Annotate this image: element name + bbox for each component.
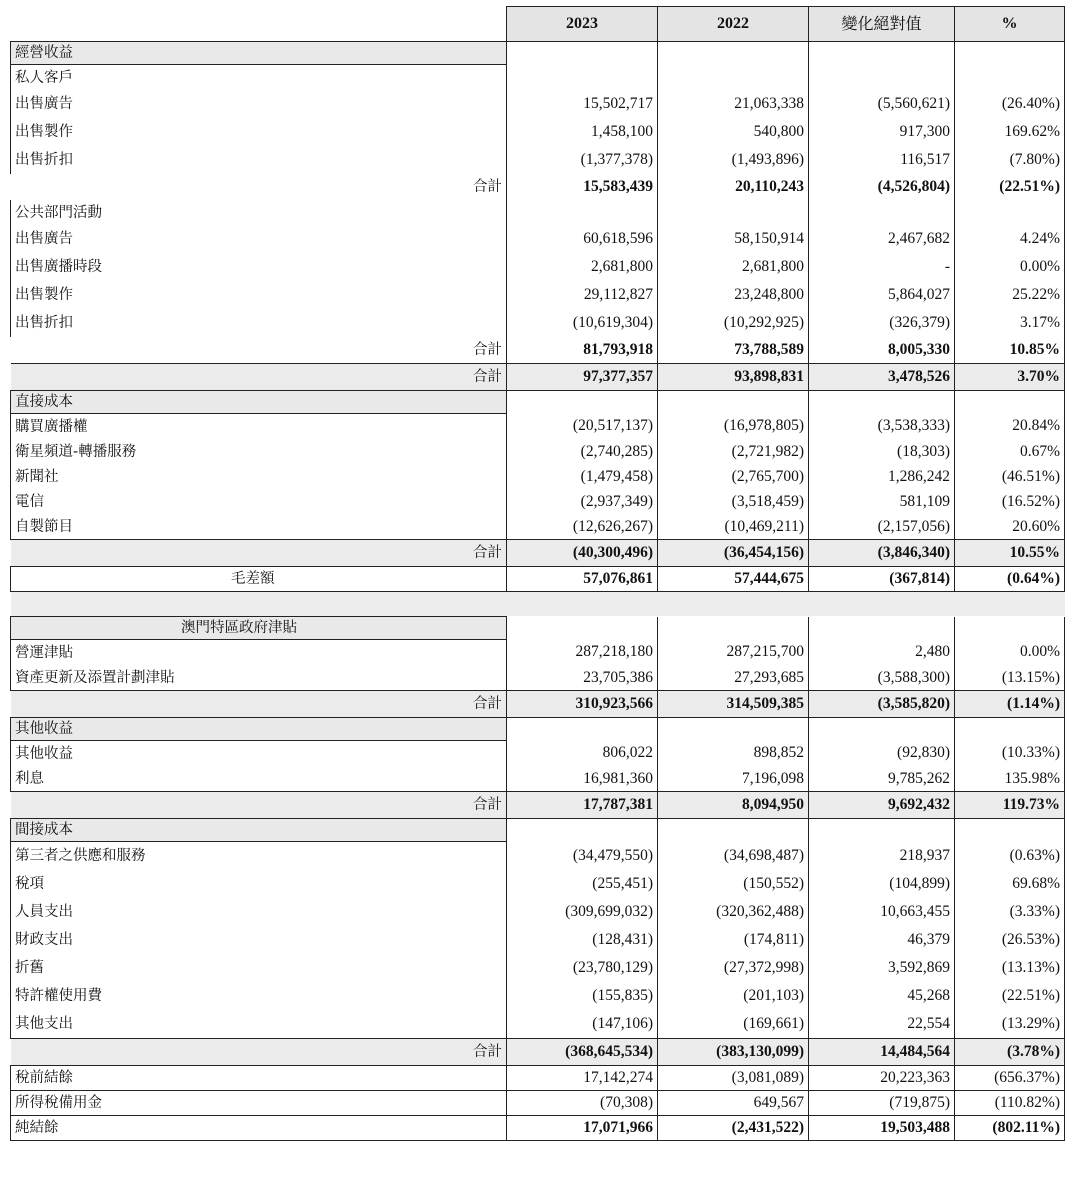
subtotal-label: 合計 — [11, 1039, 507, 1066]
value-percent: (26.53%) — [955, 926, 1065, 954]
value-percent: 0.00% — [955, 253, 1065, 281]
value-2023: (20,517,137) — [507, 414, 658, 440]
group-label: 私人客戶 — [11, 65, 507, 91]
table-row — [11, 954, 1065, 982]
row-label: 出售折扣 — [11, 146, 507, 174]
value-change: 116,517 — [809, 146, 955, 174]
value-change: 9,692,432 — [809, 792, 955, 819]
value-change: 46,379 — [809, 926, 955, 954]
value-percent: 0.00% — [955, 640, 1065, 666]
subtotal-label: 合計 — [11, 792, 507, 819]
value-2022: 2,681,800 — [658, 253, 809, 281]
row-label: 第三者之供應和服務 — [11, 842, 507, 871]
value-2022: (3,081,089) — [658, 1066, 809, 1091]
value-2023: (10,619,304) — [507, 309, 658, 337]
table-row — [11, 90, 1065, 118]
value-percent: (13.15%) — [955, 665, 1065, 691]
value-percent: 20.60% — [955, 514, 1065, 540]
subtotal-row-private — [11, 174, 1065, 200]
table-row — [11, 898, 1065, 926]
value-2023: 2,681,800 — [507, 253, 658, 281]
table-row — [11, 309, 1065, 337]
row-label: 人員支出 — [11, 898, 507, 926]
row-label: 出售製作 — [11, 118, 507, 146]
row-label: 出售廣告 — [11, 90, 507, 118]
table-row — [11, 253, 1065, 281]
value-change: 3,478,526 — [809, 364, 955, 391]
value-change: (5,560,621) — [809, 90, 955, 118]
value-change: 10,663,455 — [809, 898, 955, 926]
result-row-net — [11, 1116, 1065, 1141]
value-2022: 540,800 — [658, 118, 809, 146]
gross-margin-row — [11, 567, 1065, 592]
row-label: 出售製作 — [11, 281, 507, 309]
value-2022: 23,248,800 — [658, 281, 809, 309]
value-2022: (16,978,805) — [658, 414, 809, 440]
value-2022: (36,454,156) — [658, 540, 809, 567]
header-percent: % — [955, 7, 1065, 42]
value-2022: (34,698,487) — [658, 842, 809, 871]
result-row-tax-provision — [11, 1091, 1065, 1116]
value-percent: (1.14%) — [955, 691, 1065, 718]
row-label: 資產更新及添置計劃津貼 — [11, 665, 507, 691]
value-2023: (12,626,267) — [507, 514, 658, 540]
value-2023: 16,981,360 — [507, 766, 658, 792]
row-label: 自製節目 — [11, 514, 507, 540]
subtotal-row-subsidy — [11, 691, 1065, 718]
value-2022: (169,661) — [658, 1010, 809, 1039]
row-label: 稅項 — [11, 870, 507, 898]
value-change: (2,157,056) — [809, 514, 955, 540]
value-2023: 287,218,180 — [507, 640, 658, 666]
value-2023: 15,583,439 — [507, 174, 658, 200]
value-2022: (383,130,099) — [658, 1039, 809, 1066]
value-percent: 20.84% — [955, 414, 1065, 440]
row-label: 其他支出 — [11, 1010, 507, 1039]
value-change: (3,588,300) — [809, 665, 955, 691]
row-label: 新聞社 — [11, 464, 507, 489]
value-change: (719,875) — [809, 1091, 955, 1116]
value-2022: 58,150,914 — [658, 225, 809, 253]
row-label: 其他收益 — [11, 741, 507, 767]
value-2023: 29,112,827 — [507, 281, 658, 309]
section-operating-income — [11, 42, 1065, 65]
value-percent: (26.40%) — [955, 90, 1065, 118]
value-change: (3,846,340) — [809, 540, 955, 567]
header-2023: 2023 — [507, 7, 658, 42]
value-2022: 27,293,685 — [658, 665, 809, 691]
table-row — [11, 439, 1065, 464]
subtotal-label: 合計 — [11, 364, 507, 391]
row-label: 營運津貼 — [11, 640, 507, 666]
table-row — [11, 741, 1065, 767]
value-percent: 119.73% — [955, 792, 1065, 819]
table-row — [11, 225, 1065, 253]
value-percent: (802.11%) — [955, 1116, 1065, 1141]
section-government-subsidy — [11, 617, 1065, 640]
value-percent: (0.64%) — [955, 567, 1065, 592]
value-change: (3,585,820) — [809, 691, 955, 718]
row-label: 稅前結餘 — [11, 1066, 507, 1091]
value-2023: 17,787,381 — [507, 792, 658, 819]
subtotal-row-indirect — [11, 1039, 1065, 1066]
value-2023: (70,308) — [507, 1091, 658, 1116]
value-2022: (150,552) — [658, 870, 809, 898]
value-2023: (2,937,349) — [507, 489, 658, 514]
value-change: 1,286,242 — [809, 464, 955, 489]
value-percent: (656.37%) — [955, 1066, 1065, 1091]
row-label: 特許權使用費 — [11, 982, 507, 1010]
subtotal-label: 合計 — [11, 691, 507, 718]
section-title: 其他收益 — [11, 718, 507, 741]
value-percent: 3.70% — [955, 364, 1065, 391]
header-change: 變化絕對值 — [809, 7, 955, 42]
value-2023: (368,645,534) — [507, 1039, 658, 1066]
value-2023: (255,451) — [507, 870, 658, 898]
section-direct-cost — [11, 391, 1065, 414]
value-change: (367,814) — [809, 567, 955, 592]
value-percent: (3.78%) — [955, 1039, 1065, 1066]
value-2022: (201,103) — [658, 982, 809, 1010]
table-row — [11, 414, 1065, 440]
value-2023: (155,835) — [507, 982, 658, 1010]
value-2022: (320,362,488) — [658, 898, 809, 926]
value-change: 3,592,869 — [809, 954, 955, 982]
value-percent: (22.51%) — [955, 982, 1065, 1010]
value-change: 9,785,262 — [809, 766, 955, 792]
value-percent: (13.13%) — [955, 954, 1065, 982]
table-row — [11, 926, 1065, 954]
value-percent: 135.98% — [955, 766, 1065, 792]
value-2023: 57,076,861 — [507, 567, 658, 592]
value-2023: (1,479,458) — [507, 464, 658, 489]
value-2022: 73,788,589 — [658, 337, 809, 364]
value-2023: 60,618,596 — [507, 225, 658, 253]
value-2023: 23,705,386 — [507, 665, 658, 691]
value-change: 45,268 — [809, 982, 955, 1010]
subtotal-label: 合計 — [11, 337, 507, 364]
table-row — [11, 514, 1065, 540]
value-2022: 20,110,243 — [658, 174, 809, 200]
row-label: 折舊 — [11, 954, 507, 982]
table-row — [11, 842, 1065, 871]
value-change: (104,899) — [809, 870, 955, 898]
value-2022: (2,721,982) — [658, 439, 809, 464]
financial-statement-table — [10, 6, 1065, 1141]
value-2022: (1,493,896) — [658, 146, 809, 174]
section-title: 間接成本 — [11, 819, 507, 842]
group-title-public — [11, 200, 1065, 225]
table-row — [11, 118, 1065, 146]
subtotal-row-direct — [11, 540, 1065, 567]
row-label: 所得稅備用金 — [11, 1091, 507, 1116]
table-row — [11, 1010, 1065, 1039]
subtotal-label: 合計 — [11, 540, 507, 567]
value-2022: (3,518,459) — [658, 489, 809, 514]
value-change: 218,937 — [809, 842, 955, 871]
value-2022: 21,063,338 — [658, 90, 809, 118]
value-2022: 314,509,385 — [658, 691, 809, 718]
value-percent: (3.33%) — [955, 898, 1065, 926]
value-percent: (22.51%) — [955, 174, 1065, 200]
value-change: (18,303) — [809, 439, 955, 464]
value-percent: (0.63%) — [955, 842, 1065, 871]
value-change: 581,109 — [809, 489, 955, 514]
value-2023: (40,300,496) — [507, 540, 658, 567]
table-row — [11, 464, 1065, 489]
value-change: (4,526,804) — [809, 174, 955, 200]
value-2022: 898,852 — [658, 741, 809, 767]
result-row-pretax — [11, 1066, 1065, 1091]
value-2022: 93,898,831 — [658, 364, 809, 391]
group-label: 公共部門活動 — [11, 200, 507, 225]
value-2023: 1,458,100 — [507, 118, 658, 146]
value-change: 2,467,682 — [809, 225, 955, 253]
value-change: 22,554 — [809, 1010, 955, 1039]
value-change: 917,300 — [809, 118, 955, 146]
table-row — [11, 281, 1065, 309]
section-title: 澳門特區政府津貼 — [11, 617, 507, 640]
value-percent: (7.80%) — [955, 146, 1065, 174]
row-label: 購買廣播權 — [11, 414, 507, 440]
value-change: 2,480 — [809, 640, 955, 666]
value-2023: (34,479,550) — [507, 842, 658, 871]
section-title: 直接成本 — [11, 391, 507, 414]
value-2023: 17,142,274 — [507, 1066, 658, 1091]
value-2022: 7,196,098 — [658, 766, 809, 792]
value-2023: 97,377,357 — [507, 364, 658, 391]
value-percent: (16.52%) — [955, 489, 1065, 514]
value-percent: 0.67% — [955, 439, 1065, 464]
value-change: (3,538,333) — [809, 414, 955, 440]
value-2022: (2,765,700) — [658, 464, 809, 489]
value-2023: 310,923,566 — [507, 691, 658, 718]
table-row — [11, 982, 1065, 1010]
table-row — [11, 640, 1065, 666]
value-change: 20,223,363 — [809, 1066, 955, 1091]
row-label: 利息 — [11, 766, 507, 792]
value-change: 19,503,488 — [809, 1116, 955, 1141]
value-2022: (2,431,522) — [658, 1116, 809, 1141]
value-change: 8,005,330 — [809, 337, 955, 364]
group-title-private — [11, 65, 1065, 91]
section-title: 經營收益 — [11, 42, 507, 65]
subtotal-row-other — [11, 792, 1065, 819]
row-label: 出售廣播時段 — [11, 253, 507, 281]
value-2022: (27,372,998) — [658, 954, 809, 982]
value-2022: 8,094,950 — [658, 792, 809, 819]
value-percent: (110.82%) — [955, 1091, 1065, 1116]
value-percent: (13.29%) — [955, 1010, 1065, 1039]
value-2022: (174,811) — [658, 926, 809, 954]
subtotal-label: 合計 — [11, 174, 507, 200]
total-row-operating — [11, 364, 1065, 391]
value-percent: 3.17% — [955, 309, 1065, 337]
row-label: 出售折扣 — [11, 309, 507, 337]
header-blank — [11, 7, 507, 42]
table-row — [11, 146, 1065, 174]
value-2023: 15,502,717 — [507, 90, 658, 118]
value-2023: (128,431) — [507, 926, 658, 954]
row-label: 純結餘 — [11, 1116, 507, 1141]
gross-margin-label: 毛差額 — [11, 567, 507, 592]
value-2023: 806,022 — [507, 741, 658, 767]
value-2022: (10,292,925) — [658, 309, 809, 337]
value-percent: 4.24% — [955, 225, 1065, 253]
value-change: 14,484,564 — [809, 1039, 955, 1066]
value-percent: (46.51%) — [955, 464, 1065, 489]
table-row — [11, 665, 1065, 691]
value-2022: 649,567 — [658, 1091, 809, 1116]
value-percent: (10.33%) — [955, 741, 1065, 767]
table-row — [11, 489, 1065, 514]
value-2023: (1,377,378) — [507, 146, 658, 174]
row-label: 出售廣告 — [11, 225, 507, 253]
value-2023: (23,780,129) — [507, 954, 658, 982]
table-row — [11, 870, 1065, 898]
value-2022: 57,444,675 — [658, 567, 809, 592]
header-2022: 2022 — [658, 7, 809, 42]
value-change: (92,830) — [809, 741, 955, 767]
row-label: 衛星頻道-轉播服務 — [11, 439, 507, 464]
value-change: (326,379) — [809, 309, 955, 337]
value-2023: (147,106) — [507, 1010, 658, 1039]
value-percent: 25.22% — [955, 281, 1065, 309]
header-row — [11, 7, 1065, 42]
value-percent: 169.62% — [955, 118, 1065, 146]
value-2022: (10,469,211) — [658, 514, 809, 540]
value-2023: 81,793,918 — [507, 337, 658, 364]
subtotal-row-public — [11, 337, 1065, 364]
row-label: 財政支出 — [11, 926, 507, 954]
value-2023: 17,071,966 — [507, 1116, 658, 1141]
section-indirect-cost — [11, 819, 1065, 842]
value-2023: (309,699,032) — [507, 898, 658, 926]
value-percent: 10.85% — [955, 337, 1065, 364]
value-percent: 10.55% — [955, 540, 1065, 567]
row-label: 電信 — [11, 489, 507, 514]
value-2022: 287,215,700 — [658, 640, 809, 666]
value-percent: 69.68% — [955, 870, 1065, 898]
value-change: - — [809, 253, 955, 281]
section-other-income — [11, 718, 1065, 741]
value-2023: (2,740,285) — [507, 439, 658, 464]
value-change: 5,864,027 — [809, 281, 955, 309]
table-row — [11, 766, 1065, 792]
separator-band — [11, 592, 1065, 617]
